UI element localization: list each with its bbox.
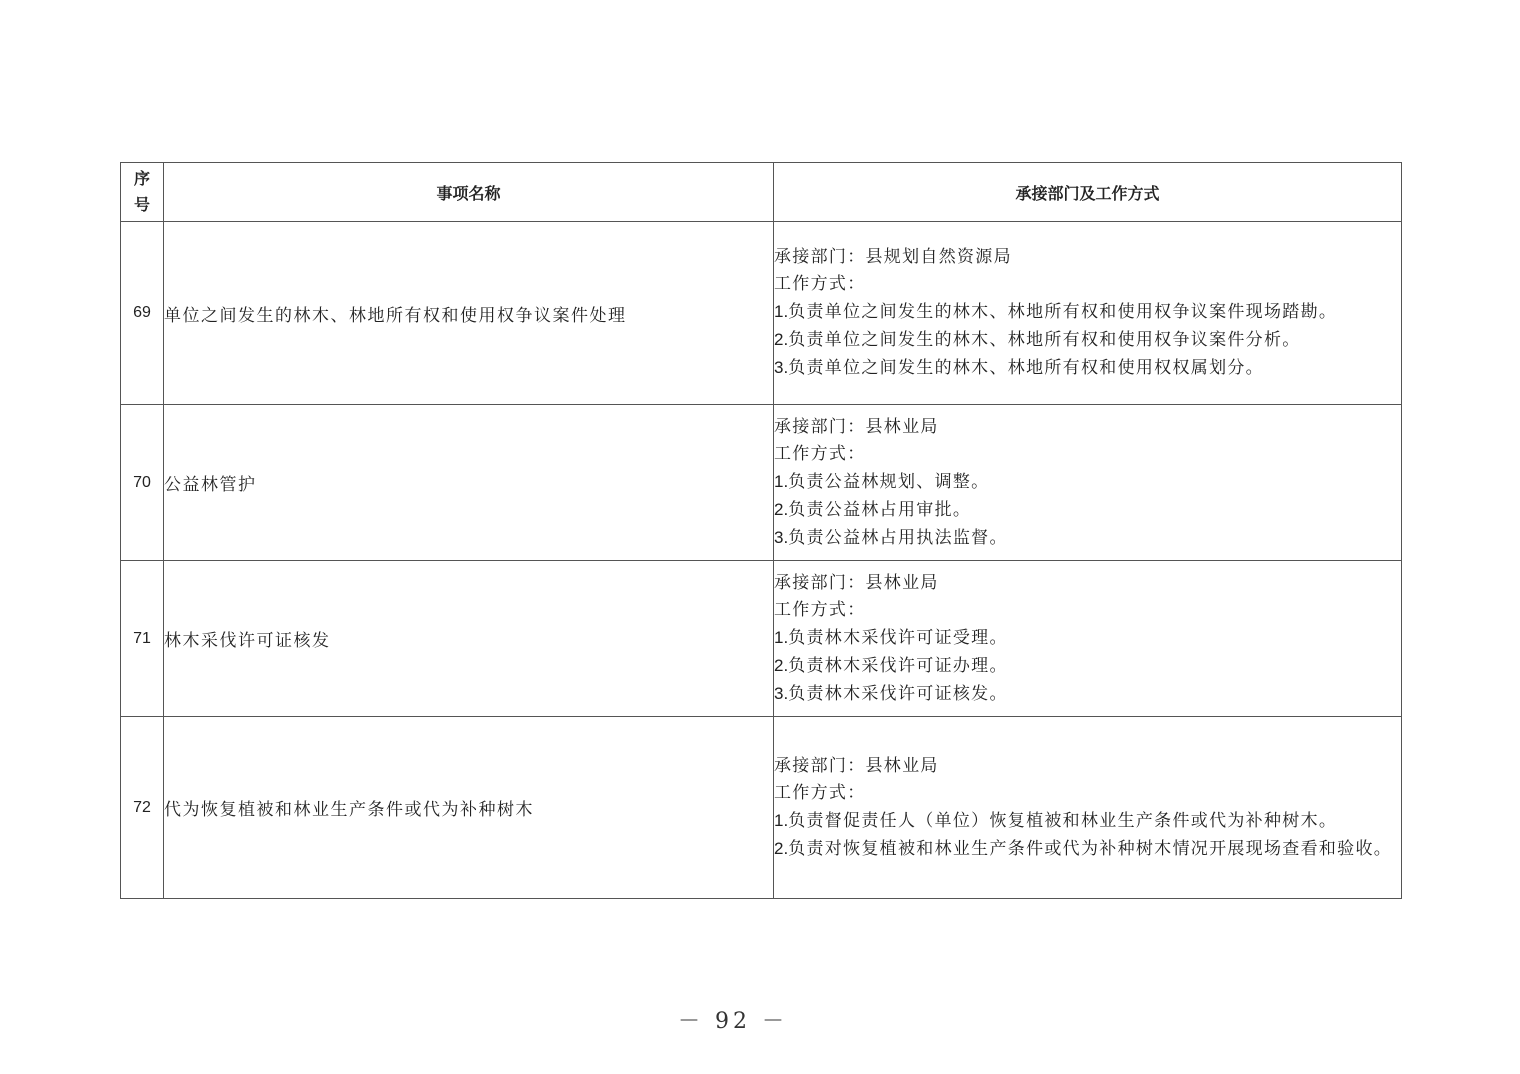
method-text: 负责公益林规划、调整。 bbox=[788, 471, 990, 492]
table-row bbox=[121, 717, 1402, 899]
row-dept-cell bbox=[774, 717, 1402, 899]
row-method-item bbox=[774, 807, 1401, 835]
row-method-label: 工作方式： bbox=[774, 274, 866, 294]
row-method-item bbox=[774, 680, 1401, 708]
header-seq bbox=[121, 163, 164, 222]
method-num: 1. bbox=[774, 810, 789, 830]
row-method-item bbox=[774, 835, 1401, 863]
row-method-item bbox=[774, 326, 1401, 354]
method-num: 3. bbox=[774, 358, 789, 377]
table-row bbox=[121, 405, 1402, 561]
method-text: 负责公益林占用审批。 bbox=[788, 499, 972, 520]
method-text: 负责单位之间发生的林木、林地所有权和使用权争议案件分析。 bbox=[788, 330, 1301, 350]
method-text: 负责对恢复植被和林业生产条件或代为补种树木情况开展现场查看和验收。 bbox=[788, 838, 1393, 859]
row-dept: 承接部门：县规划自然资源局 bbox=[774, 247, 1012, 267]
matters-table bbox=[120, 162, 1402, 899]
row-method-item bbox=[774, 652, 1401, 680]
method-num: 3. bbox=[774, 683, 789, 703]
row-name: 公益林管护 bbox=[164, 405, 774, 561]
method-text: 负责林木采伐许可证受理。 bbox=[788, 627, 1008, 648]
row-method-item bbox=[774, 354, 1401, 382]
method-text: 负责林木采伐许可证核发。 bbox=[788, 683, 1008, 704]
method-num: 3. bbox=[774, 527, 789, 547]
row-method-label: 工作方式： bbox=[774, 599, 866, 620]
row-method-item bbox=[774, 524, 1401, 552]
row-dept-cell bbox=[774, 405, 1402, 561]
table-row bbox=[121, 561, 1402, 717]
row-method-item bbox=[774, 298, 1401, 326]
row-dept-cell bbox=[774, 561, 1402, 717]
method-num: 2. bbox=[774, 838, 789, 858]
row-name: 单位之间发生的林木、林地所有权和使用权争议案件处理 bbox=[164, 222, 774, 405]
table-row bbox=[121, 222, 1402, 405]
row-seq: 71 bbox=[121, 561, 164, 717]
method-num: 2. bbox=[774, 655, 789, 675]
method-num: 2. bbox=[774, 330, 789, 349]
method-num: 1. bbox=[774, 302, 789, 321]
row-method-item bbox=[774, 496, 1401, 524]
row-dept: 承接部门：县林业局 bbox=[774, 416, 939, 437]
table-header-row bbox=[121, 163, 1402, 222]
row-name: 代为恢复植被和林业生产条件或代为补种树木 bbox=[164, 717, 774, 899]
method-num: 1. bbox=[774, 471, 789, 491]
header-seq-line-2: 号 bbox=[133, 195, 150, 214]
method-text: 负责督促责任人（单位）恢复植被和林业生产条件或代为补种树木。 bbox=[788, 810, 1338, 831]
method-num: 2. bbox=[774, 499, 789, 519]
row-dept: 承接部门：县林业局 bbox=[774, 755, 939, 776]
row-seq: 69 bbox=[121, 222, 164, 405]
header-dept: 承接部门及工作方式 bbox=[774, 163, 1402, 222]
row-method-label: 工作方式： bbox=[774, 782, 866, 803]
row-seq: 72 bbox=[121, 717, 164, 899]
header-seq-line-1: 序 bbox=[133, 169, 150, 188]
method-num: 1. bbox=[774, 627, 789, 647]
method-text: 负责林木采伐许可证办理。 bbox=[788, 655, 1008, 676]
row-method-item bbox=[774, 468, 1401, 496]
method-text: 负责单位之间发生的林木、林地所有权和使用权争议案件现场踏勘。 bbox=[788, 302, 1338, 322]
method-text: 负责公益林占用执法监督。 bbox=[788, 527, 1008, 548]
header-name: 事项名称 bbox=[164, 163, 774, 222]
page-number: － 92 － bbox=[678, 1009, 788, 1034]
row-method-label: 工作方式： bbox=[774, 443, 866, 464]
row-seq: 70 bbox=[121, 405, 164, 561]
method-text: 负责单位之间发生的林木、林地所有权和使用权权属划分。 bbox=[788, 358, 1264, 378]
row-method-item bbox=[774, 624, 1401, 652]
row-name: 林木采伐许可证核发 bbox=[164, 561, 774, 717]
row-dept: 承接部门：县林业局 bbox=[774, 572, 939, 593]
row-dept-cell bbox=[774, 222, 1402, 405]
